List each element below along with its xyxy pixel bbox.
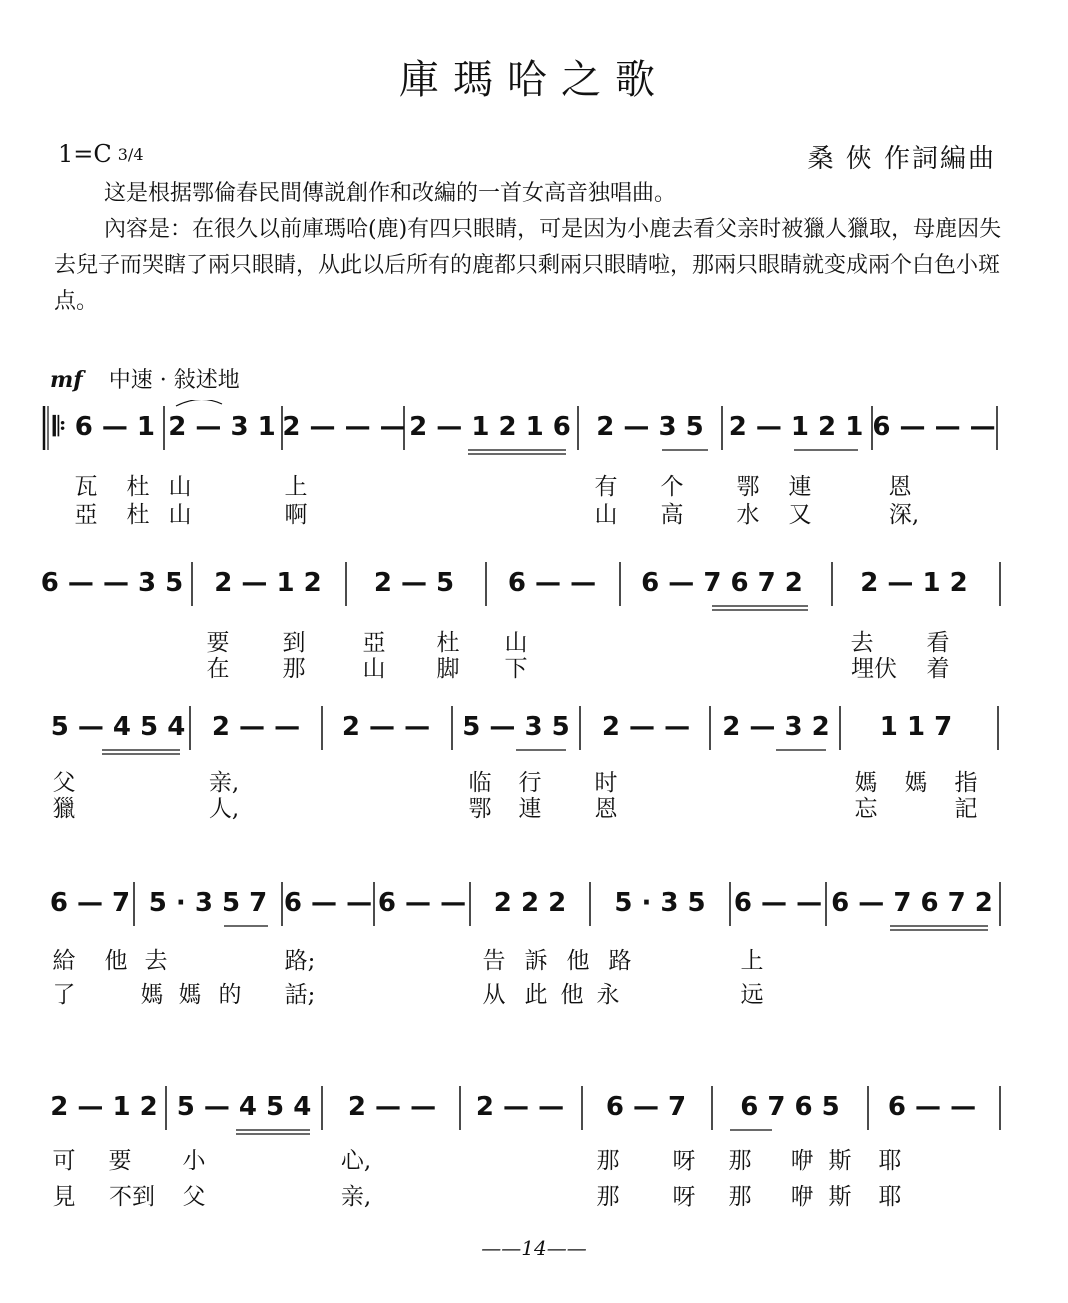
lyric: 那 — [728, 1148, 752, 1174]
lyric: 亞 — [74, 502, 98, 528]
lyric: 見 — [52, 1184, 76, 1210]
measure: 6 — 7 — [49, 888, 131, 918]
measure: 2 — 3 5 — [596, 412, 704, 442]
lyric: 去 — [850, 630, 874, 656]
lyric: 从 — [482, 982, 506, 1008]
measure: 6 — — — [507, 568, 597, 598]
lyric: 耶 — [878, 1184, 902, 1210]
measure: 5 — 4 5 4 — [50, 712, 186, 742]
measure: 6 — — — [283, 888, 373, 918]
lyric: 耶 — [878, 1148, 902, 1174]
time-signature: 3/4 — [117, 145, 144, 164]
lyric: 了 — [52, 982, 76, 1008]
lyric: 杜 — [436, 630, 460, 656]
lyric: 指 — [954, 770, 978, 796]
lyric: 呀 — [672, 1148, 696, 1174]
lyric: 媽 — [178, 982, 202, 1008]
lyric: 永 — [596, 982, 620, 1008]
lyric: 咿 — [790, 1184, 814, 1210]
score-system-2 — [0, 556, 1068, 706]
lyric: 那 — [282, 656, 306, 682]
measure: 6 — 7 — [605, 1092, 687, 1122]
measure: 𝄆 6 — 1 — [53, 412, 155, 442]
lyric: 忘 — [854, 796, 878, 822]
lyric: 呀 — [672, 1184, 696, 1210]
lyric: 媽 — [904, 770, 928, 796]
lyric: 下 — [504, 656, 528, 682]
lyric: 恩 — [888, 474, 912, 500]
measure: 6 — — — [377, 888, 467, 918]
tempo-text: 中速 · 敍述地 — [108, 368, 240, 393]
lyric: 咿 — [790, 1148, 814, 1174]
lyric: 上 — [284, 474, 308, 500]
lyric: 斯 — [828, 1148, 852, 1174]
lyric: 瓦 — [74, 474, 98, 500]
lyric: 此 — [524, 982, 548, 1008]
lyric: 鄂 — [736, 474, 760, 500]
lyric: 媽 — [140, 982, 164, 1008]
measure: 2 — 3 2 — [722, 712, 830, 742]
measure: 6 7 6 5 — [740, 1092, 840, 1122]
lyric: 父 — [182, 1184, 206, 1210]
lyric: 有 — [594, 474, 618, 500]
intro-line-2: 內容是：在很久以前庫瑪哈(鹿)有四只眼睛，可是因为小鹿去看父亲时被獵人獵取，母鹿因失去兒子而哭瞎了兩只眼睛，从此以后所有的鹿都只剩兩只眼睛啦，那兩只眼睛就变成兩个白色小斑点。 — [54, 217, 1002, 314]
measure: 2 — — — [211, 712, 301, 742]
measure: 2 — — — [601, 712, 691, 742]
measure: 2 — 1 2 — [50, 1092, 158, 1122]
lyric: 亞 — [362, 630, 386, 656]
measure: 2 — 1 2 — [860, 568, 968, 598]
lyric: 临 — [468, 770, 492, 796]
score-system-1 — [0, 400, 1068, 550]
score-system-4 — [0, 876, 1068, 1026]
lyric: 心, — [340, 1148, 372, 1174]
lyric: 行 — [518, 770, 542, 796]
lyric: 路; — [284, 948, 316, 974]
measure: 1 1 7 — [879, 712, 953, 742]
lyric: 要 — [206, 630, 230, 656]
measure: 6 — — — [733, 888, 823, 918]
intro-line-1: 这是根据鄂倫春民間傳説創作和改編的一首女高音独唱曲。 — [104, 181, 677, 206]
lyric: 上 — [740, 948, 764, 974]
score-system-3 — [0, 700, 1068, 850]
key-label: 1=C — [58, 140, 112, 168]
measure: 2 — 5 — [373, 568, 455, 598]
lyric: 媽 — [854, 770, 878, 796]
measure: 6 — — — — [872, 412, 996, 442]
lyric: 連 — [788, 474, 812, 500]
intro-text — [54, 176, 1010, 320]
measure: 6 — — 3 5 — [40, 568, 184, 598]
measure: 2 — 1 2 — [214, 568, 322, 598]
lyric: 恩 — [594, 796, 618, 822]
lyric: 他 — [104, 948, 128, 974]
measure: 6 — — — [887, 1092, 977, 1122]
tempo-marking — [50, 363, 240, 394]
lyric: 訴 — [524, 948, 548, 974]
lyric: 山 — [168, 474, 192, 500]
lyric: 山 — [594, 502, 618, 528]
song-title: 庫瑪哈之歌 — [399, 57, 669, 103]
measure: 2 — 1 2 1 6 — [409, 412, 571, 442]
lyric: 記 — [954, 796, 978, 822]
lyric: 可 — [52, 1148, 76, 1174]
lyric: 父 — [52, 770, 76, 796]
lyric: 深, — [888, 502, 920, 528]
lyric: 不到 — [109, 1184, 155, 1210]
lyric: 獵 — [52, 796, 76, 822]
lyric: 話; — [284, 982, 316, 1008]
lyric: 斯 — [828, 1184, 852, 1210]
lyric: 脚 — [436, 656, 460, 682]
lyric: 那 — [596, 1148, 620, 1174]
lyric: 啊 — [284, 502, 308, 528]
lyric: 鄂 — [468, 796, 492, 822]
lyric: 路 — [608, 948, 632, 974]
lyric: 高 — [660, 502, 684, 528]
lyric: 着 — [926, 656, 950, 682]
measure: 2 2 2 — [493, 888, 567, 918]
author-credit: 桑 俠 作詞編曲 — [807, 144, 996, 174]
measure: 2 — 3 1 — [168, 412, 276, 442]
measure: 2 — — — [341, 712, 431, 742]
lyric: 亲, — [340, 1184, 372, 1210]
lyric: 他 — [560, 982, 584, 1008]
lyric: 埋伏 — [851, 656, 897, 682]
lyric: 他 — [566, 948, 590, 974]
lyric: 在 — [206, 656, 230, 682]
lyric: 連 — [518, 796, 542, 822]
measure: 5 — 3 5 — [462, 712, 570, 742]
lyric: 杜 — [126, 502, 150, 528]
lyric: 到 — [282, 630, 306, 656]
measure: 6 — 7 6 7 2 — [831, 888, 993, 918]
score-system-5 — [0, 1080, 1068, 1230]
measure: 5 · 3 5 — [614, 888, 706, 918]
lyric: 又 — [788, 502, 812, 528]
lyric: 那 — [728, 1184, 752, 1210]
dynamic-marking: mf — [50, 367, 83, 393]
measure: 5 — 4 5 4 — [176, 1092, 312, 1122]
lyric: 小 — [182, 1148, 206, 1174]
lyric: 要 — [108, 1148, 132, 1174]
measure: 2 — — — [347, 1092, 437, 1122]
lyric: 个 — [660, 474, 684, 500]
lyric: 远 — [740, 982, 764, 1008]
page-number: ——14—— — [481, 1236, 587, 1260]
lyric: 給 — [52, 948, 76, 974]
lyric: 亲, — [208, 770, 240, 796]
lyric: 看 — [926, 630, 950, 656]
lyric: 山 — [168, 502, 192, 528]
lyric: 人, — [208, 796, 240, 822]
measure: 6 — 7 6 7 2 — [641, 568, 803, 598]
measure: 2 — — — — [282, 412, 406, 442]
lyric: 山 — [504, 630, 528, 656]
lyric: 的 — [218, 982, 242, 1008]
lyric: 杜 — [126, 474, 150, 500]
key-signature — [58, 140, 144, 168]
measure: 2 — — — [475, 1092, 565, 1122]
lyric: 水 — [736, 502, 760, 528]
lyric: 那 — [596, 1184, 620, 1210]
measure: 5 · 3 5 7 — [148, 888, 268, 918]
lyric: 山 — [362, 656, 386, 682]
lyric: 告 — [482, 948, 506, 974]
lyric: 去 — [144, 948, 168, 974]
measure: 2 — 1 2 1 — [728, 412, 864, 442]
lyric: 时 — [594, 770, 618, 796]
